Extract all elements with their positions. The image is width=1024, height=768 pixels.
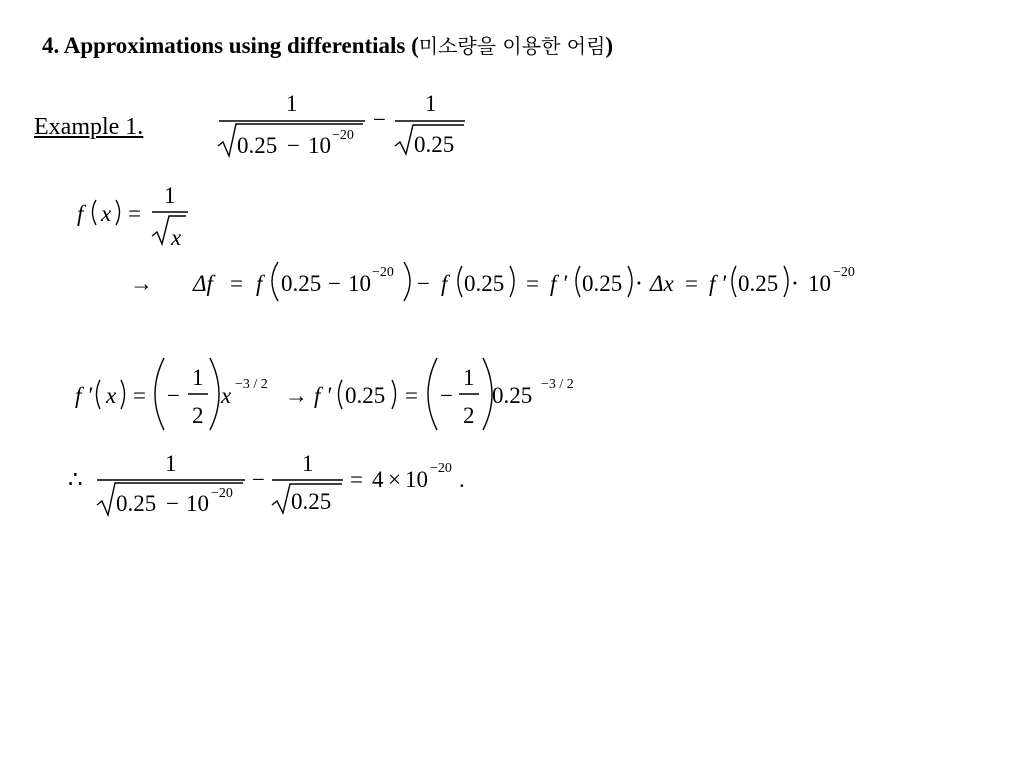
radicand: 0.25	[237, 133, 278, 158]
function-f: f	[441, 271, 448, 296]
equals-sign: =	[405, 383, 418, 408]
radicand: 0.25	[414, 132, 455, 157]
minus-sign: −	[287, 133, 300, 158]
minus-sign: −	[167, 383, 180, 408]
value: 0.25	[345, 383, 386, 408]
paren-left	[155, 358, 164, 430]
power-base: 10	[808, 271, 831, 296]
paren-right	[116, 200, 120, 225]
radicand: x	[171, 225, 182, 250]
exponent: −20	[833, 265, 855, 280]
numerator: 1	[286, 91, 298, 116]
denominator: 2	[463, 403, 475, 428]
exponent: −3 / 2	[541, 377, 574, 392]
title-korean: 미소량을 이용한 어림	[418, 34, 606, 58]
exponent: −20	[430, 461, 452, 476]
f-prime: f ′	[75, 383, 93, 408]
paren-left	[458, 266, 462, 297]
paren-left	[576, 266, 580, 297]
value: 4	[372, 467, 384, 492]
delta-f: Δf	[193, 271, 213, 296]
f-prime: f ′	[709, 271, 727, 296]
paren-right	[510, 266, 514, 297]
equals-sign: =	[350, 467, 363, 492]
numerator: 1	[302, 451, 314, 476]
paren-right	[404, 262, 410, 301]
paren-right	[483, 358, 492, 430]
minus-sign: −	[373, 107, 386, 132]
function-f: f	[256, 271, 263, 296]
power-base: 10	[405, 467, 428, 492]
f-prime: f ′	[314, 383, 332, 408]
equals-sign: =	[230, 271, 243, 296]
paren-left	[93, 200, 97, 225]
power-base: 10	[186, 491, 209, 516]
times-sign: ×	[388, 467, 401, 492]
arrow: →	[130, 271, 153, 296]
numerator: 1	[425, 91, 437, 116]
variable-x: x	[221, 383, 232, 408]
power-base: 10	[348, 271, 371, 296]
radicand: 0.25	[291, 489, 332, 514]
numerator: 1	[165, 451, 177, 476]
numerator: 1	[164, 183, 176, 208]
equals-sign: =	[133, 383, 146, 408]
value: 0.25	[582, 271, 623, 296]
exponent: −3 / 2	[235, 377, 268, 392]
paren-right	[210, 358, 219, 430]
paren-left	[732, 266, 736, 297]
paren-right	[121, 380, 125, 409]
period: .	[459, 467, 465, 492]
f-prime: f ′	[550, 271, 568, 296]
variable-x: x	[101, 201, 112, 226]
therefore-symbol: ∴	[68, 467, 83, 492]
exponent: −20	[332, 128, 354, 143]
power-base: 10	[308, 133, 331, 158]
equals-sign: =	[526, 271, 539, 296]
paren-right	[628, 266, 632, 297]
value: 0.25	[281, 271, 322, 296]
radicand: 0.25	[116, 491, 157, 516]
exponent: −20	[211, 486, 233, 501]
denominator: 2	[192, 403, 204, 428]
exponent: −20	[372, 265, 394, 280]
minus-sign: −	[166, 491, 179, 516]
equals-sign: =	[128, 201, 141, 226]
paren-left	[97, 380, 101, 409]
value: 0.25	[492, 383, 533, 408]
value: 0.25	[464, 271, 505, 296]
paren-left	[428, 358, 437, 430]
example-label: Example 1.	[34, 114, 144, 140]
paren-right	[392, 380, 396, 409]
minus-sign: −	[328, 271, 341, 296]
numerator: 1	[463, 365, 475, 390]
value: 0.25	[738, 271, 779, 296]
delta-x: Δx	[650, 271, 674, 296]
minus-sign: −	[440, 383, 453, 408]
title-text: 4. Approximations using differentials (	[42, 33, 419, 58]
variable-x: x	[106, 383, 117, 408]
equals-sign: =	[685, 271, 698, 296]
title-close: )	[605, 33, 614, 58]
function-f: f	[77, 201, 84, 226]
paren-right	[784, 266, 788, 297]
arrow: →	[285, 383, 308, 408]
numerator: 1	[192, 365, 204, 390]
dot-operator: ⋅	[791, 271, 799, 296]
dot-operator: ⋅	[635, 271, 643, 296]
paren-left	[339, 380, 343, 409]
minus-sign: −	[417, 271, 430, 296]
paren-left	[272, 262, 278, 301]
minus-sign: −	[252, 467, 265, 492]
